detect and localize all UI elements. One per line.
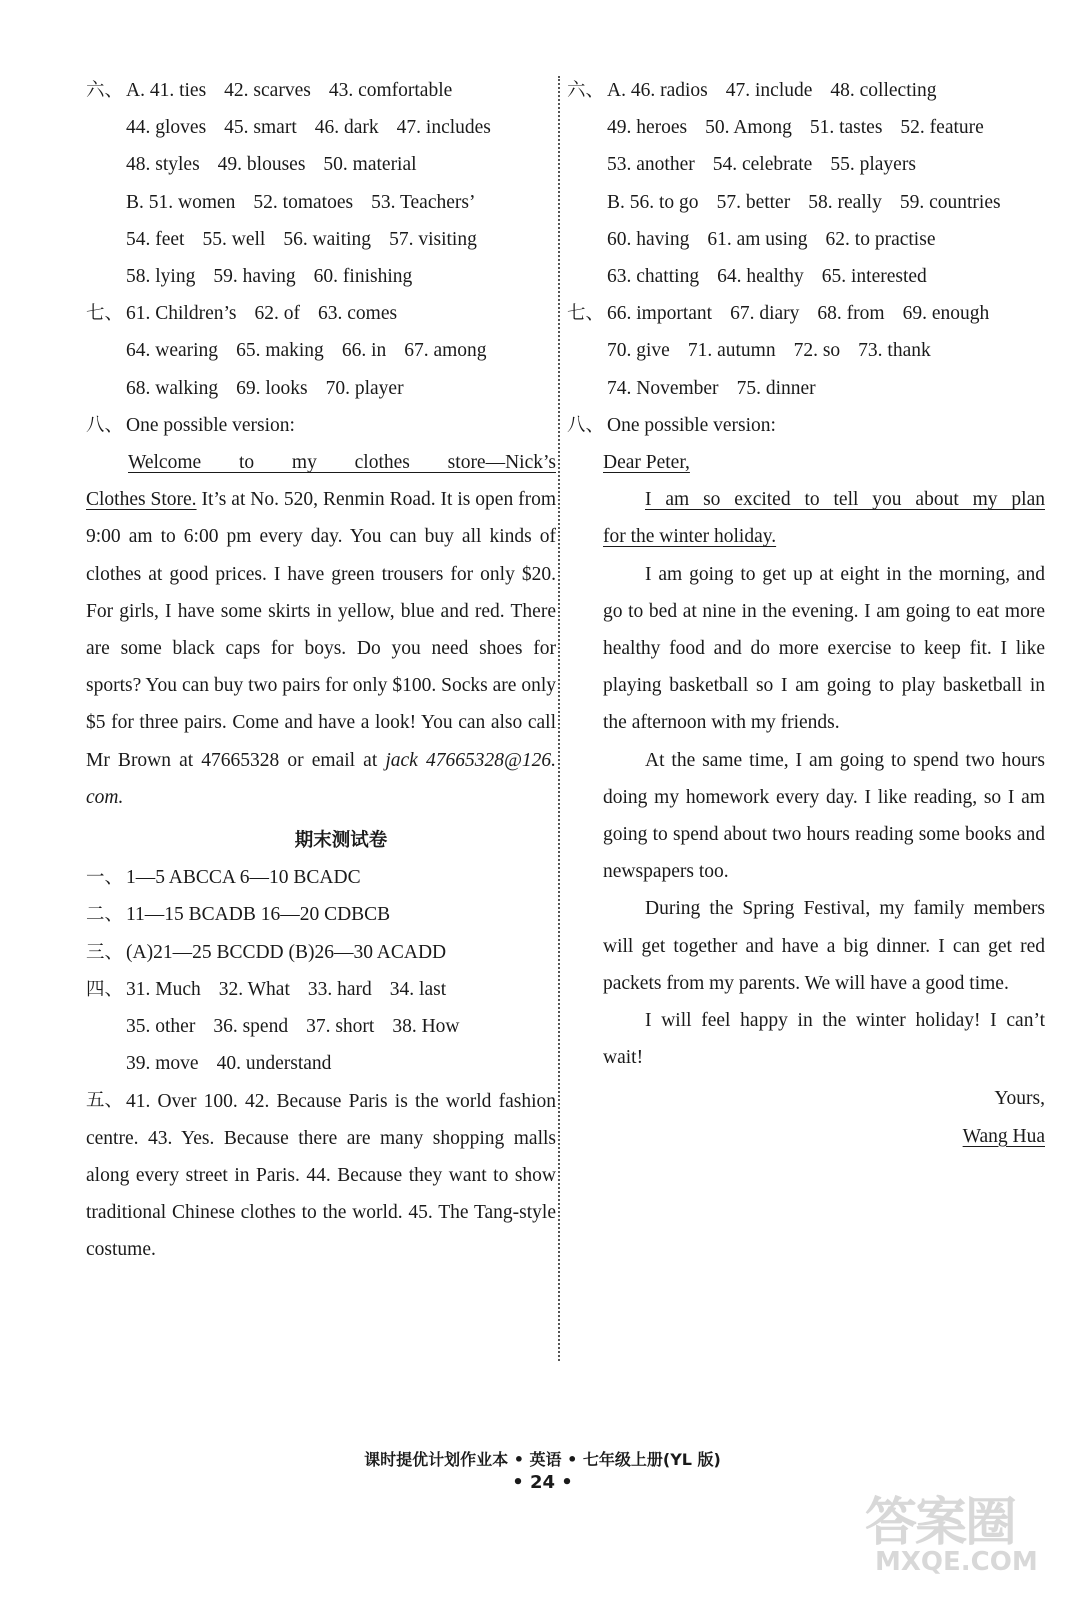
section-marker: 六、 xyxy=(86,80,124,101)
answer-item: 62. to practise xyxy=(825,228,936,250)
left-s4-line-3 xyxy=(86,1045,556,1082)
left-s4-line-1 xyxy=(86,971,556,1008)
answer-item: 58. really xyxy=(808,191,882,213)
answer-item: 70. give xyxy=(607,340,670,362)
right-s8-intro-row xyxy=(567,407,1045,444)
right-s6-line-1 xyxy=(567,72,1045,109)
left-s6-line-1 xyxy=(86,72,556,109)
letter-opening-line xyxy=(603,481,1045,518)
answer-item: 39. move xyxy=(126,1053,199,1075)
section-marker: 一、 xyxy=(86,867,124,889)
answer-item: 34. last xyxy=(389,978,447,1000)
answer-item: 60. finishing xyxy=(313,266,413,288)
answer-item: 63. chatting xyxy=(607,266,700,288)
right-s6-line-6 xyxy=(567,258,1045,295)
answer-item: 58. lying xyxy=(126,266,196,288)
left-s6-line-6 xyxy=(86,258,556,295)
email-address: jack 47665328@126. com. xyxy=(86,749,557,808)
answer-item: 63. comes xyxy=(318,303,398,325)
letter-intro: One possible version: xyxy=(607,414,776,436)
s5-answer-text: 41. Over 100. 42. Because Paris is the world fashion centre. 43. Yes. Because there are many shopping malls along every street in Paris. 44. Because they want to show traditional Chinese clothes to the world. 45. The Tang-style costume. xyxy=(86,1090,556,1261)
answer-text: 1—5 ABCCA 6—10 BCADC xyxy=(126,867,361,889)
answer-item: 62. of xyxy=(254,303,300,325)
answer-item: 61. Children’s xyxy=(126,303,237,325)
right-s6-line-4 xyxy=(567,184,1045,221)
left-s7-line-1 xyxy=(86,295,556,332)
letter-opening: I am so excited to tell you about my plan xyxy=(645,489,1045,511)
answer-item: A. 46. radios xyxy=(607,80,708,101)
letter-paragraph-1: I am going to get up at eight in the morning, and go to bed at nine in the evening. I am going to eat more healthy food and do more exercise to keep fit. I like playing basketball so I am going to play basketball in the afternoon with my friends. xyxy=(603,563,1045,734)
right-s7-line-1 xyxy=(567,295,1045,332)
answer-item: 35. other xyxy=(126,1016,196,1038)
answer-item: 42. scarves xyxy=(224,80,311,101)
left-column xyxy=(86,72,556,1269)
section-marker: 五、 xyxy=(86,1090,124,1112)
answer-item: 71. autumn xyxy=(687,340,776,362)
answer-item: 37. short xyxy=(306,1016,375,1038)
right-s6-line-5 xyxy=(567,221,1045,258)
answer-text: (A)21—25 BCCDD (B)26—30 ACADD xyxy=(126,941,447,963)
section-marker: 二、 xyxy=(86,904,124,926)
answer-item: 61. am using xyxy=(707,228,808,250)
letter-greeting-line xyxy=(603,444,1045,481)
section-marker: 七、 xyxy=(567,303,605,325)
answer-item: 75. dinner xyxy=(736,377,816,399)
answer-item: 53. Teachers’ xyxy=(371,191,476,213)
letter-paragraph-2: At the same time, I am going to spend two hours doing my homework every day. I like reading, so I am going to spend about two hours reading some books and newspapers too. xyxy=(603,749,1045,883)
left-s6-line-3 xyxy=(86,146,556,183)
right-s6-line-3 xyxy=(567,146,1045,183)
letter-paragraph-3: During the Spring Festival, my family members will get together and have a big dinner. I can get red packets from my parents. We will have a good time. xyxy=(603,898,1045,994)
section-marker: 七、 xyxy=(86,303,124,325)
answer-item: 57. better xyxy=(716,191,791,213)
answer-item: 69. looks xyxy=(236,377,308,399)
answer-item: 40. understand xyxy=(216,1053,332,1075)
answer-item: 55. players xyxy=(830,154,916,176)
answer-item: 66. important xyxy=(607,303,713,325)
answer-item: 46. dark xyxy=(314,117,379,139)
right-s7-line-2 xyxy=(567,332,1045,369)
answer-item: 54. celebrate xyxy=(712,154,813,176)
answer-item: 59. having xyxy=(213,266,296,288)
left-s6-line-4 xyxy=(86,184,556,221)
answer-item: 49. heroes xyxy=(607,117,688,139)
right-s6-line-2 xyxy=(567,109,1045,146)
answer-item: B. 51. women xyxy=(126,191,236,213)
answer-item: 73. thank xyxy=(858,340,931,362)
answer-item: 47. include xyxy=(725,80,813,101)
answer-item: 54. feet xyxy=(126,228,185,250)
answer-item: 55. well xyxy=(202,228,266,250)
answer-item: 47. includes xyxy=(396,117,491,139)
answer-item: 74. November xyxy=(607,377,719,399)
answer-item: 33. hard xyxy=(307,978,372,1000)
answer-item: B. 56. to go xyxy=(607,191,699,213)
exam-title: 期末测试卷 xyxy=(294,830,388,852)
letter-opening-continuation: for the winter holiday. xyxy=(603,526,777,548)
section-marker: 八、 xyxy=(86,414,124,436)
answer-item: 60. having xyxy=(607,228,690,250)
answer-item: 68. walking xyxy=(126,377,219,399)
answer-item: 52. feature xyxy=(900,117,984,139)
answer-item: 49. blouses xyxy=(217,154,306,176)
column-divider xyxy=(558,76,560,1361)
page-number: • 24 • xyxy=(512,1472,573,1493)
letter-signature-line xyxy=(603,1118,1045,1155)
answer-item: 56. waiting xyxy=(283,228,372,250)
section-marker: 三、 xyxy=(86,941,124,963)
answer-item: 50. material xyxy=(323,154,417,176)
answer-item: 64. healthy xyxy=(717,266,804,288)
answer-row-1 xyxy=(86,859,556,896)
answer-item: 43. comfortable xyxy=(328,80,453,101)
answer-item: 45. smart xyxy=(224,117,297,139)
section-marker: 八、 xyxy=(567,414,605,436)
left-s7-line-2 xyxy=(86,332,556,369)
answer-item: 48. collecting xyxy=(830,80,937,101)
essay-title-continuation: Clothes Store. xyxy=(86,489,197,511)
right-s7-line-3 xyxy=(567,370,1045,407)
answer-item: 70. player xyxy=(325,377,404,399)
answer-row-3 xyxy=(86,934,556,971)
essay-body xyxy=(86,481,556,816)
footer-book-title: 课时提优计划作业本 • 英语 • 七年级上册(YL 版) xyxy=(364,1450,721,1469)
watermark-url: MXQE.COM xyxy=(875,1547,1038,1577)
essay-intro: One possible version: xyxy=(126,414,295,436)
section-marker: 四、 xyxy=(86,978,124,1000)
answer-item: 50. Among xyxy=(705,117,792,139)
left-s6-line-5 xyxy=(86,221,556,258)
answer-item: 65. interested xyxy=(821,266,927,288)
answer-item: 57. visiting xyxy=(389,228,477,250)
left-s6-line-2 xyxy=(86,109,556,146)
answer-item: 32. What xyxy=(218,978,290,1000)
left-s4-line-2 xyxy=(86,1008,556,1045)
answer-item: A. 41. ties xyxy=(126,80,207,101)
answer-row-2 xyxy=(86,896,556,933)
answer-item: 44. gloves xyxy=(126,117,207,139)
essay-title: Welcome to my clothes store—Nick’s xyxy=(128,452,556,474)
answer-item: 65. making xyxy=(236,340,324,362)
answer-item: 67. among xyxy=(404,340,487,362)
answer-item: 72. so xyxy=(793,340,841,362)
letter-body xyxy=(567,444,1045,1155)
answer-text: 11—15 BCADB 16—20 CDBCB xyxy=(126,904,391,926)
letter-signature: Wang Hua xyxy=(962,1125,1045,1147)
right-column xyxy=(567,72,1045,1155)
letter-closing: Yours, xyxy=(994,1088,1045,1110)
answer-item: 53. another xyxy=(607,154,695,176)
section-marker: 六、 xyxy=(567,80,605,101)
answer-item: 48. styles xyxy=(126,154,200,176)
answer-item: 52. tomatoes xyxy=(253,191,354,213)
answer-item: 67. diary xyxy=(730,303,800,325)
left-s8-intro-row xyxy=(86,407,556,444)
answer-item: 38. How xyxy=(392,1016,460,1038)
letter-opening-line-2 xyxy=(603,518,1045,555)
letter-greeting: Dear Peter, xyxy=(603,452,690,474)
answer-item: 64. wearing xyxy=(126,340,219,362)
watermark xyxy=(865,1480,1065,1590)
answer-item: 69. enough xyxy=(902,303,990,325)
essay-text: It’s at No. 520, Renmin Road. It is open from 9:00 am to 6:00 pm every day. You can buy all kinds of clothes at good prices. I have green trousers for only $20. For girls, I have some skirts in yellow, blue and red. There are some black caps for boys. Do you need shoes for sports? You can buy two pairs for only $100. Socks are only $5 for three pairs. Come and have a look! You can also call Mr Brown at 47665328 or email at xyxy=(86,489,557,771)
answer-item: 51. tastes xyxy=(809,117,883,139)
answer-item: 31. Much xyxy=(126,978,201,1000)
watermark-text: 答案圈 xyxy=(865,1493,1016,1553)
answer-item: 59. countries xyxy=(899,191,1001,213)
answer-item: 36. spend xyxy=(213,1016,289,1038)
answer-item: 66. in xyxy=(341,340,387,362)
answer-item: 68. from xyxy=(817,303,885,325)
essay-title-line xyxy=(86,444,556,481)
left-s7-line-3 xyxy=(86,370,556,407)
letter-paragraph-4: I will feel happy in the winter holiday! I can’t wait! xyxy=(603,1010,1045,1069)
